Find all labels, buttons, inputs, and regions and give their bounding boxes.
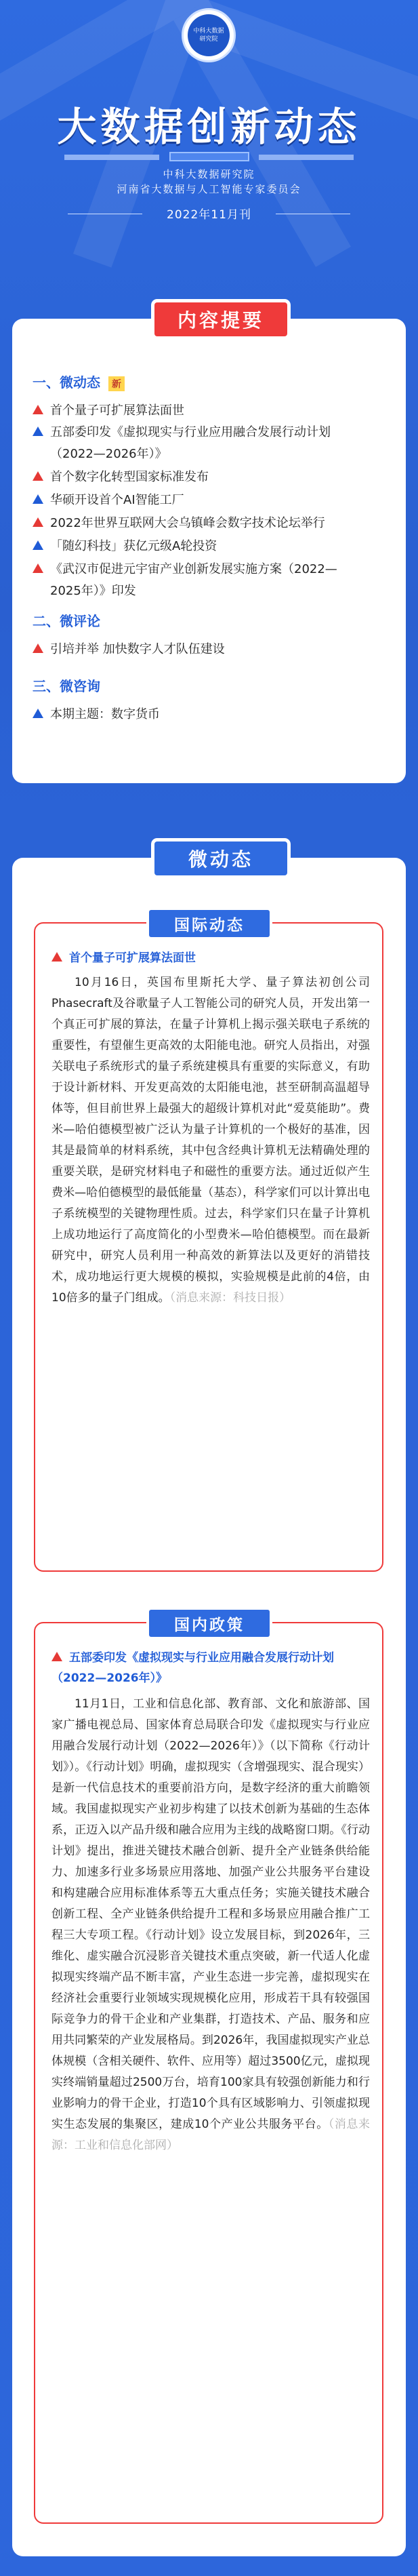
toc-item[interactable] [33,536,392,557]
domestic-article-body [51,1694,370,2156]
toc-item-label: 2022年世界互联网大会乌镇峰会数字技术论坛举行 [50,516,325,530]
toc-item[interactable] [33,559,392,580]
domestic-article-title-text: 五部委印发《虚拟现实与行业应用融合发展行动计划（2022—2026年）》 [51,1651,334,1685]
red-triangle-icon [33,643,43,653]
dynamics-card [12,848,406,2556]
toc-card [12,309,406,783]
toc-item[interactable] [33,422,392,443]
international-article-body [51,972,370,1309]
toc-item[interactable] [33,467,392,488]
international-article-source: （消息来源：科技日报） [169,1291,291,1305]
toc-item-label: 2025年）》印发 [50,584,136,598]
red-triangle-icon [33,517,43,527]
title-decoration-center [169,152,249,161]
toc-item-label: 首个数字化转型国家标准发布 [50,470,209,484]
domestic-article-title[interactable] [51,1648,370,1688]
logo-text-2: 研究院 [199,36,218,43]
toc-item-label: 《武汉市促进元宇宙产业创新发展实施方案（2022— [50,562,337,576]
organization-name: 中科大数据研究院 [163,168,255,180]
toc-tab: 内容提要 [154,302,287,336]
red-triangle-icon [33,405,43,414]
toc-item-label: 引培并举 加快数字人才队伍建设 [50,642,225,656]
title-decoration-right [259,155,354,160]
toc-item-label: 「随幻科技」获亿元级A轮投资 [50,539,217,553]
domestic-tab: 国内政策 [149,1610,270,1637]
toc-item[interactable] [33,513,392,534]
dynamics-tab: 微动态 [154,841,287,875]
toc-item-label: 五部委印发《虚拟现实与行业应用融合发展行动计划 [50,425,331,439]
international-article-title[interactable] [51,948,370,968]
title-decoration-left [64,155,159,160]
red-triangle-icon [51,1652,62,1661]
toc-item-continuation[interactable] [33,580,392,601]
toc-item[interactable] [33,639,392,660]
domestic-article-text: 11月1日，工业和信息化部、教育部、文化和旅游部、国家广播电视总局、国家体育总局联合印发《虚拟现实与行业应用融合发展行动计划（2022—2026年）》（以下简称《行动计划》）。《行动计划》明确，虚拟现实（含增强现实、混合现实）是新一代信息技术的重要前沿方向，是数字经济的重大前瞻领域。我国虚拟现实产业初步构建了以技术创新为基础的生态体系，正迈入以产品升级和融合应用为主线的战略窗口期。《行动计划》提出，推进关键技术融合创新、提升全产业链条供给能力、加速多行业多场景应用落地、加强产业公共服务平台建设和构建融合应用标准体系等五大重点任务；实施关键技术融合创新工程、全产业链条供给提升工程和多场景应用融合推广工程三大专项工程。《行动计划》设立发展目标，到2026年，三维化、虚实融合沉浸影音关键技术重点突破，新一代适人化虚拟现实终端产品不断丰富，产业生态进一步完善，虚拟现实在经济社会重要行业领域实现规模化应用，形成若干具有较强国际竞争力的骨干企业和产业集群，打造技术、产品、服务和应用共同繁荣的产业发展格局。到2026年，我国虚拟现实产业总体规模（含相关硬件、软件、应用等）超过3500亿元，虚拟现实终端销量超过2500万台，培育100家具有较强创新能力和行业影响力的骨干企业，打造10个具有区域影响力、引领虚拟现实生态发展的集聚区，建成10个产业公共服务平台。 [51,1697,370,2131]
blue-triangle-icon [33,427,43,436]
toc-item-label: 本期主题：数字货币 [50,707,160,721]
header [0,0,418,271]
committee-name: 河南省大数据与人工智能专家委员会 [117,183,301,195]
toc-section-dynamics[interactable] [33,372,125,391]
international-article-text: 10月16日，英国布里斯托大学、量子算法初创公司Phasecraft及谷歌量子人工智能公司的研究人员，开发出第一个真正可扩展的算法，在量子计算机上揭示强关联电子系统的重要性，有望催生更高效的太阳能电池。研究人员指出，对强关联电子系统形式的量子系统建模具有重要的实际意义，有助于设计新材料、开发更高效的太阳能电池，甚至研制高温超导体等，但目前世界上最强大的超级计算机对此“爱莫能助”。费米—哈伯德模型被广泛认为量子计算机的一个极好的基准，因其是最简单的材料系统，其中包含经典计算机无法精确处理的重要关联，是研究材料电子和磁性的重要方法。通过近似产生费米—哈伯德模型的最低能量（基态），科学家们可以计算出电子系统模型的关键物理性质。过去，科学家们只在量子计算机上成功地运行了高度简化的小型费米—哈伯德模型。而在最新研究中，研究人员利用一种高效的新算法以及更好的消错技术，成功地运行更大规模的模拟，实验规模是此前的4倍，由10倍多的量子门组成。 [51,976,370,1305]
domestic-article-source: （消息来源：工业和信息化部网） [51,2118,370,2152]
toc-section-comment[interactable]: 二、微评论 [33,613,100,629]
toc-item-label: 首个量子可扩展算法面世 [50,403,184,418]
red-triangle-icon [51,952,62,962]
page-title: 大数据创新动态 [57,104,361,150]
blue-triangle-icon [33,709,43,718]
new-badge: 新 [108,376,125,391]
blue-triangle-icon [33,494,43,504]
blue-triangle-icon [33,540,43,550]
international-article-title-text: 首个量子可扩展算法面世 [69,951,196,965]
red-triangle-icon [33,563,43,573]
toc-item-label: （2022—2026年）》 [50,447,167,461]
institute-logo [182,8,236,62]
international-tab: 国际动态 [149,910,270,937]
toc-section-consult[interactable]: 三、微咨询 [33,678,100,694]
red-triangle-icon [33,471,43,481]
domestic-policy-frame [34,1616,383,2524]
toc-item[interactable] [33,704,392,725]
toc-item[interactable] [33,400,392,421]
issue-date: 2022年11月刊 [167,208,251,222]
international-news-frame [34,916,383,1572]
toc-item-continuation[interactable] [33,443,392,464]
toc-item-label: 华硕开设首个AI智能工厂 [50,493,184,507]
logo-text-1: 中科大数据 [193,28,224,35]
toc-section-dynamics-label: 一、微动态 [33,374,100,391]
toc-item[interactable] [33,490,392,511]
